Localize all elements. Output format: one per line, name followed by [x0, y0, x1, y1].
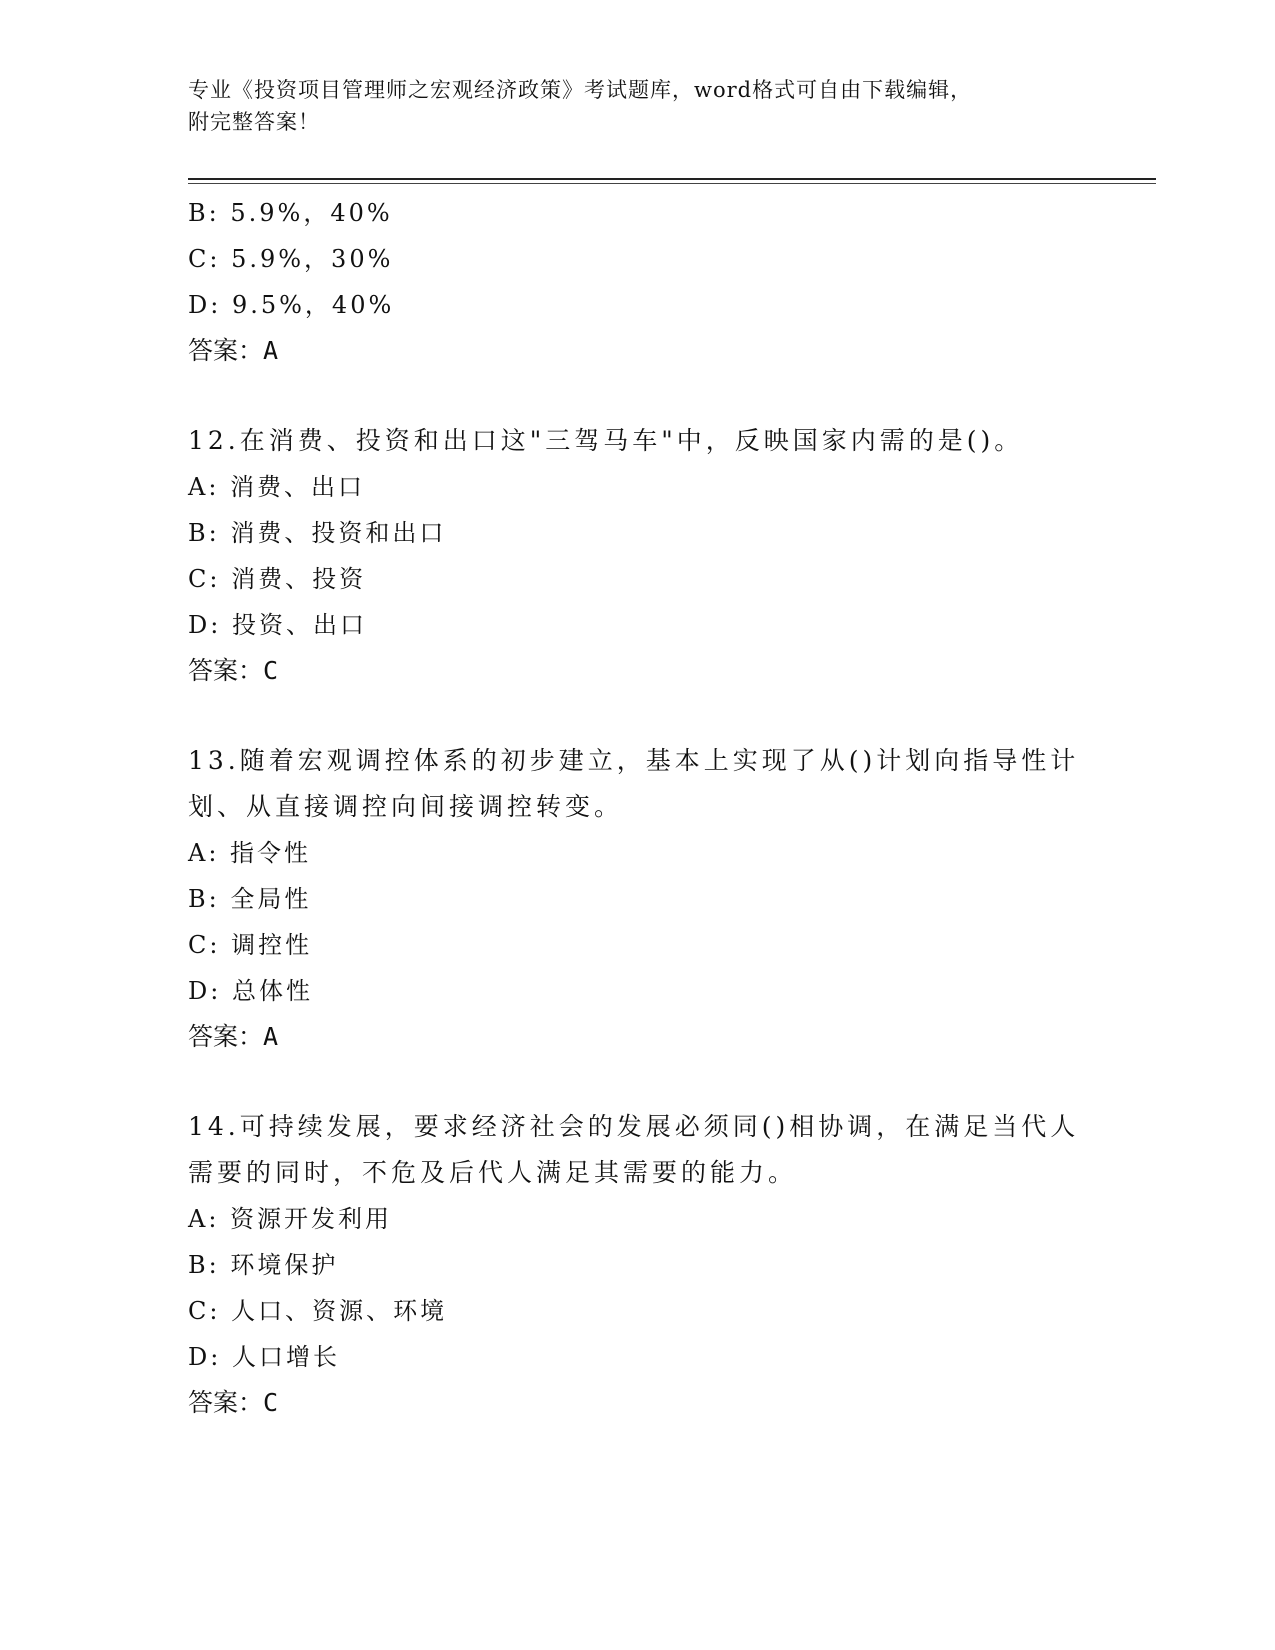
- option-d: D: 人口增长: [188, 1343, 340, 1371]
- option-b: B: 环境保护: [188, 1251, 339, 1279]
- document-header: [188, 74, 1088, 138]
- answer-value: A: [263, 1022, 279, 1051]
- option-c: C: 5.9%，30%: [188, 245, 394, 273]
- option-a: A: 指令性: [188, 839, 312, 867]
- header-divider-thick: [188, 178, 1156, 180]
- option-c: C: 人口、资源、环境: [188, 1297, 448, 1325]
- answer-line: [188, 648, 1088, 694]
- question-11-continued: [188, 190, 1088, 374]
- option-b: B: 全局性: [188, 885, 312, 913]
- answer-value: C: [263, 656, 279, 685]
- question-13: [188, 738, 1088, 1060]
- option-a: A: 资源开发利用: [188, 1205, 393, 1233]
- option-a: A: 消费、出口: [188, 473, 366, 501]
- option-b: B: 消费、投资和出口: [188, 519, 447, 547]
- answer-value: A: [263, 336, 279, 365]
- option-b: B: 5.9%，40%: [188, 199, 393, 227]
- answer-line: [188, 328, 1088, 374]
- option-d: D: 投资、出口: [188, 611, 367, 639]
- answer-line: [188, 1014, 1088, 1060]
- option-c: C: 调控性: [188, 931, 313, 959]
- answer-line: [188, 1380, 1088, 1426]
- header-divider-thin: [188, 183, 1156, 184]
- question-stem: 12.在消费、投资和出口这"三驾马车"中，反映国家内需的是()。: [188, 426, 1024, 455]
- question-12: [188, 418, 1088, 694]
- header-line-1: 专业《投资项目管理师之宏观经济政策》考试题库，word格式可自由下载编辑，: [188, 78, 973, 102]
- option-d: D: 9.5%，40%: [188, 291, 395, 319]
- question-14: [188, 1104, 1088, 1426]
- answer-label: 答案：: [188, 656, 264, 685]
- answer-value: C: [263, 1388, 279, 1417]
- question-list: [188, 190, 1088, 1426]
- answer-label: 答案：: [188, 336, 264, 365]
- option-d: D: 总体性: [188, 977, 313, 1005]
- question-stem: 14.可持续发展，要求经济社会的发展必须同()相协调，在满足当代人需要的同时，不危及后代人满足其需要的能力。: [188, 1112, 1080, 1187]
- answer-label: 答案：: [188, 1388, 264, 1417]
- answer-label: 答案：: [188, 1022, 264, 1051]
- option-c: C: 消费、投资: [188, 565, 367, 593]
- header-line-2: 附完整答案！: [188, 110, 320, 134]
- question-stem: 13.随着宏观调控体系的初步建立，基本上实现了从()计划向指导性计划、从直接调控向间接调控转变。: [188, 746, 1080, 821]
